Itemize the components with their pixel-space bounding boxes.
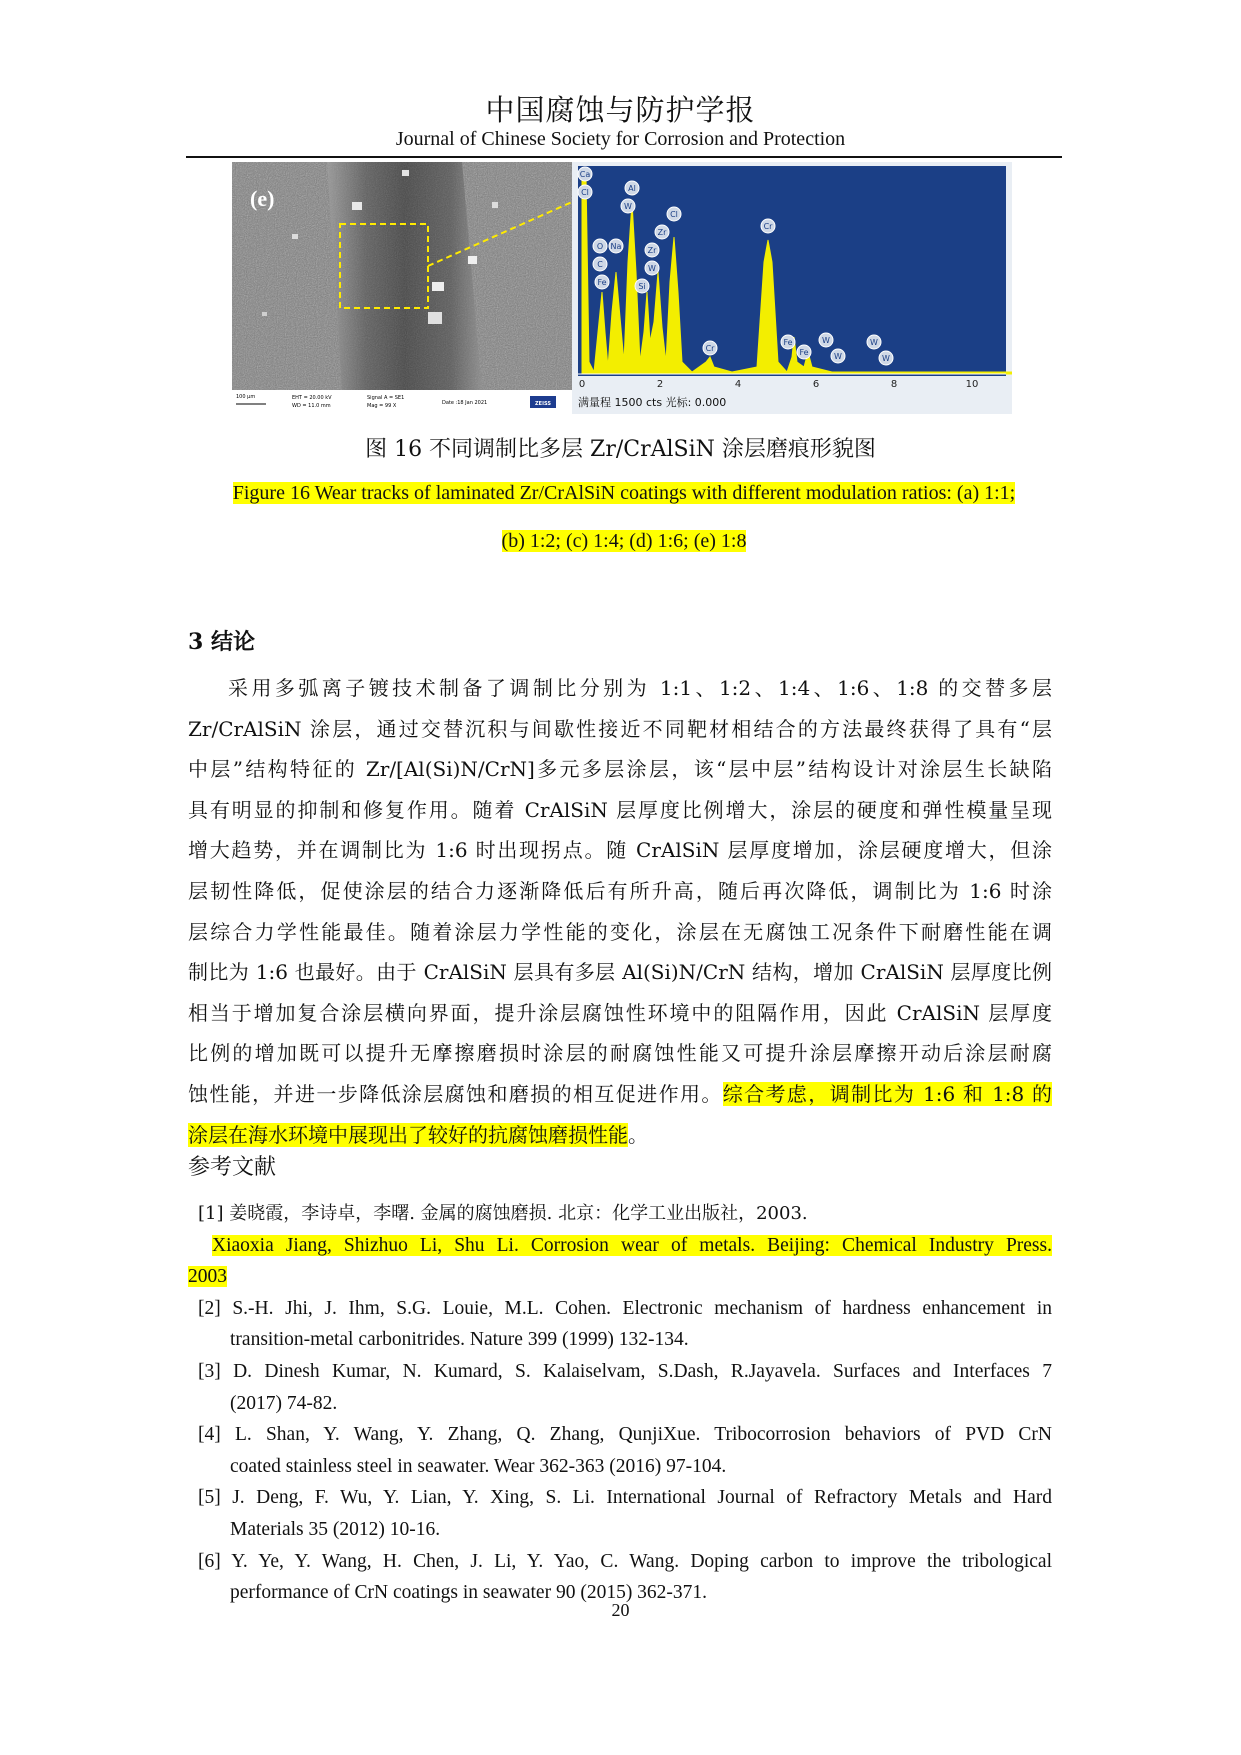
eds-peak-label: Si	[638, 282, 646, 291]
eds-peak-label: W	[822, 336, 830, 345]
sem-wd: WD = 11.0 mm	[292, 403, 331, 409]
reference-5-cont: Materials 35 (2012) 10-16.	[230, 1518, 441, 1540]
figure-caption-cn: 图 16 不同调制比多层 Zr/CrAlSiN 涂层磨痕形貌图	[365, 437, 876, 462]
svg-text:ZEISS: ZEISS	[535, 401, 551, 407]
eds-tick: 8	[890, 379, 898, 390]
sem-mag: Mag = 99 X	[367, 403, 397, 409]
reference-3-cont: (2017) 74-82.	[230, 1392, 338, 1414]
highlighted-conclusion: 综合考虑，调制比为 1:6 和 1:8 的	[722, 1081, 1053, 1106]
paragraph-line: 层综合力学性能最佳。随着涂层力学性能的变化，涂层在无腐蚀工况条件下耐磨性能在调	[188, 919, 1052, 944]
eds-peak-label: Zr	[647, 246, 657, 255]
sem-date: Date :18 Jan 2021	[442, 400, 488, 406]
eds-peak-label: W	[648, 264, 656, 273]
eds-tick: 4	[734, 379, 742, 390]
eds-peak-label: C	[597, 260, 603, 269]
sem-scale-bar: 100 μm	[236, 394, 256, 400]
eds-peak-label: W	[834, 352, 842, 361]
reference-6: [6] Y. Ye, Y. Wang, H. Chen, J. Li, Y. Yao, C. Wang. Doping carbon to improve the tribological	[198, 1550, 1052, 1572]
paragraph-line: 采用多弧离子镀技术制备了调制比分别为 1:1、1:2、1:4、1:6、1:8 的交替多层	[228, 676, 1052, 700]
eds-tick: 6	[812, 379, 820, 390]
figure-caption-en-line1: Figure 16 Wear tracks of laminated Zr/CrAlSiN coatings with different modulation ratios: (a) 1:1;	[232, 482, 1016, 504]
paragraph-line: 增大趋势，并在调制比为 1:6 时出现拐点。随 CrAlSiN 层厚度增加，涂层硬度增大，但涂	[188, 838, 1052, 863]
reference-4: [4] L. Shan, Y. Wang, Y. Zhang, Q. Zhang, QunjiXue. Tribocorrosion behaviors of PVD CrN	[198, 1424, 1052, 1446]
page-number: 20	[611, 1600, 630, 1620]
paragraph-line: 具有明显的抑制和修复作用。随着 CrAlSiN 层厚度比例增大，涂层的硬度和弹性模量呈现	[188, 797, 1052, 822]
eds-peak-label: W	[882, 354, 890, 363]
paragraph-line: Zr/CrAlSiN 涂层，通过交替沉积与间歇性接近不同靶材相结合的方法最终获得了具有“层	[188, 716, 1052, 741]
figure-16	[232, 162, 1012, 414]
section-title: 3 结论	[188, 629, 255, 655]
paragraph-line: 相当于增加复合涂层横向界面，提升涂层腐蚀性环境中的阻隔作用，因此 CrAlSiN 层厚度	[188, 1000, 1052, 1025]
eds-peak-label: Zr	[657, 228, 667, 237]
journal-title-cn: 中国腐蚀与防护学报	[485, 93, 756, 127]
reference-5: [5] J. Deng, F. Wu, Y. Lian, Y. Xing, S. Li. International Journal of Refractory Metals and Hard	[198, 1487, 1052, 1509]
reference-2: [2] S.-H. Jhi, J. Ihm, S.G. Louie, M.L. Cohen. Electronic mechanism of hardness enhancement in	[198, 1297, 1052, 1319]
eds-peak-label: Fe	[597, 278, 607, 287]
paragraph-line: 涂层在海水环境中展现出了较好的抗腐蚀磨损性能。	[188, 1122, 648, 1147]
reference-1-en: Xiaoxia Jiang, Shizhuo Li, Shu Li. Corrosion wear of metals. Beijing: Chemical Industry Press.	[212, 1234, 1052, 1256]
eds-peak-label: Cr	[705, 344, 715, 353]
references-title: 参考文献	[188, 1155, 277, 1180]
eds-spectrum	[572, 162, 1012, 414]
eds-peak-label: W	[624, 202, 632, 211]
paragraph-line: 蚀性能，并进一步降低涂层腐蚀和磨损的相互促进作用。综合考虑，调制比为 1:6 和 1:8 的	[188, 1081, 1053, 1106]
reference-6-cont: performance of CrN coatings in seawater 90 (2015) 362-371.	[230, 1582, 708, 1604]
eds-peak-label: O	[596, 242, 604, 251]
references-list	[188, 1198, 1052, 1609]
sem-micrograph	[232, 162, 572, 414]
eds-peak-label: Fe	[783, 338, 793, 347]
eds-peak-label: W	[870, 338, 878, 347]
eds-tick: 2	[656, 379, 664, 390]
sem-signal: Signal A = SE1	[367, 395, 405, 401]
paragraph-line: 中层”结构特征的 Zr/[Al(Si)N/CrN]多元多层涂层，该“层中层”结构设计对涂层生长缺陷	[188, 757, 1052, 782]
panel-label-e: (e)	[250, 186, 275, 211]
eds-tick: 0	[578, 379, 586, 390]
figure-caption-en-line2: (b) 1:2; (c) 1:4; (d) 1:6; (e) 1:8	[501, 530, 747, 552]
eds-tick: 10	[965, 379, 979, 390]
reference-2-cont: transition-metal carbonitrides. Nature 399 (1999) 132-134.	[230, 1329, 689, 1351]
eds-peak-label: Na	[610, 242, 622, 251]
paragraph-line: 制比为 1:6 也最好。由于 CrAlSiN 层具有多层 Al(Si)N/CrN 结构，增加 CrAlSiN 层厚度比例	[188, 960, 1052, 985]
paragraph-line: 层韧性降低，促使涂层的结合力逐渐降低后有所升高，随后再次降低，调制比为 1:6 时涂	[188, 878, 1052, 903]
eds-peak-label: Al	[628, 184, 636, 193]
eds-peak-label: Cl	[581, 188, 589, 197]
journal-title-en: Journal of Chinese Society for Corrosion and Protection	[395, 128, 846, 150]
reference-1-cn: [1] 姜晓霞，李诗卓，李曙. 金属的腐蚀磨损. 北京：化学工业出版社，2003.	[198, 1203, 808, 1224]
highlighted-conclusion: 涂层在海水环境中展现出了较好的抗腐蚀磨损性能	[188, 1122, 628, 1147]
reference-3: [3] D. Dinesh Kumar, N. Kumard, S. Kalaiselvam, S.Dash, R.Jayavela. Surfaces and Interfaces 7	[198, 1360, 1052, 1382]
eds-peak-label: Cr	[763, 222, 773, 231]
conclusion-paragraph	[188, 668, 1052, 1155]
eds-status-text: 满量程 1500 cts 光标: 0.000	[578, 396, 727, 409]
eds-peak-label: Ca	[579, 170, 591, 179]
reference-1-en-cont: 2003	[188, 1266, 227, 1288]
reference-4-cont: coated stainless steel in seawater. Wear 362-363 (2016) 97-104.	[230, 1455, 727, 1477]
paragraph-line: 比例的增加既可以提升无摩擦磨损时涂层的耐腐蚀性能又可提升涂层摩擦开动后涂层耐腐	[188, 1041, 1052, 1066]
sem-eht: EHT = 20.00 kV	[292, 395, 332, 401]
eds-peak-label: Cl	[670, 210, 678, 219]
header-rule	[186, 156, 1062, 158]
eds-peak-label: Fe	[799, 348, 809, 357]
